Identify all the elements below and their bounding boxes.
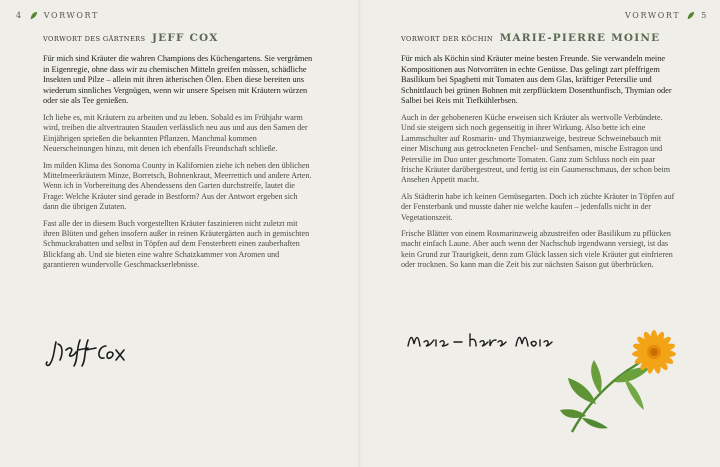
left-running-head: VORWORT xyxy=(43,11,99,20)
right-running-head: VORWORT xyxy=(625,11,681,20)
right-byline-name: MARIE-PIERRE MOINE xyxy=(499,32,661,44)
left-paragraph: Im milden Klima des Sonoma County in Kalifornien ziehe ich neben den üblichen Mittelmeerkräutern Minze, Borretsch, Bohnenkraut, Meerrettich und andere Arten. Wenn ich in Vorbereitung des Abendessens den Garten durchstreife, lautet die Frage: Welche Kräuter sind gerade in Bestform? Aus der Antwort ergeben sich dann die übrigen Zutaten. xyxy=(43,160,312,212)
right-page-number: 5 xyxy=(701,11,708,20)
left-paragraph: Fast alle der in diesem Buch vorgestellten Kräuter faszinieren nicht zuletzt mit ihren Blüten und gehen insofern außer in reinen Kräutergärten auch in gemischten Schmuckrabatten und selbst in Töpfen auf dem Fensterbrett einen zauberhaften Blickfang ab. Und sie bieten eine wahre Schatzkammer von Aromen und garantieren wundervolle Geschmackserlebnisse. xyxy=(43,218,310,270)
leaf-icon xyxy=(686,11,695,20)
book-spine xyxy=(358,0,362,467)
calendula-flower-illustration xyxy=(558,330,688,435)
left-page-body xyxy=(43,32,315,277)
left-byline xyxy=(43,32,315,44)
right-paragraph: Frische Blätter von einem Rosmarinzweig abzustreifen oder Basilikum zu pflücken macht einfach Laune. Aber auch wenn der Nachschub irgendwann versiegt, ist das kein Grund zur Traurigkeit, denn zum Glück lassen sich viele Kräuter gut einfrieren oder trocknen. So kann man die Zeit bis zur nächsten Saison gut überbrücken. xyxy=(401,229,673,270)
right-page-body xyxy=(401,32,677,277)
right-running-header xyxy=(625,11,708,20)
leaf-icon xyxy=(29,11,38,20)
signature-marie-pierre-moine xyxy=(404,328,564,354)
left-byline-prefix: VORWORT DES GÄRTNERS xyxy=(43,35,146,43)
left-running-header xyxy=(16,11,99,20)
left-paragraph: Ich liebe es, mit Kräutern zu arbeiten und zu leben. Sobald es im Frühjahr warm wird, treiben die altvertrauten Stauden verlässlich neu aus und aus den Samen der Einjährigen sprießen die bekannten Pflanzen. Manchmal kommen Neuerscheinungen hinzu, mit denen ich ebenfalls Freundschaft schließe. xyxy=(43,112,308,154)
left-byline-name: JEFF COX xyxy=(151,32,219,44)
left-page-number: 4 xyxy=(16,11,23,20)
left-lead-paragraph: Für mich sind Kräuter die wahren Champions des Küchengartens. Sie vergrämen in Eigenregie, ohne dass wir zu chemischen Mitteln greifen müssen, schädliche Insekten und Pilze – allein mit ihren ätherischen Ölen. Eben diese bereiten uns wiederum sinnliches Vergnügen, wenn wir unsere Speisen mit Kräutern würzen oder sie als Tee genießen. xyxy=(43,54,313,106)
signature-jeff-cox xyxy=(44,336,134,370)
right-paragraph: Auch in der gehobeneren Küche erweisen sich Kräuter als wertvolle Verbündete. Und sie steigern sich noch gegenseitig in ihrer Wirkung. Also bette ich eine Lammschulter auf Rosmarin- und Thymianzweige, bestreue Schweinebauch mit einer Mischung aus getrockneten Fenchel- und Senfsamen, mische Estragon und Petersilie im Duo unter geschmorte Tomaten. Ganz zum Schluss noch ein paar frische Kräuter darübergestreut, und fertig ist ein Gaumenschmaus, der schon beim Ansehen Appetit macht. xyxy=(401,112,671,185)
right-lead-paragraph: Für mich als Köchin sind Kräuter meine besten Freunde. Sie verwandeln meine Kompositionen aus Notvorräten in echte Genüsse. Das gelingt zart pfeffrigem Basilikum bei Spaghetti mit Tomaten aus dem Glas, kräftiger Petersilie und Schnittlauch bei grünen Bohnen mit zerpflücktem Dosenthunfisch, Thymian oder Salbei bei Reis mit Tiefkühlerbsen. xyxy=(401,54,672,106)
right-byline-prefix: VORWORT DER KÖCHIN xyxy=(401,35,494,43)
right-byline xyxy=(401,32,677,44)
right-paragraph: Als Städterin habe ich keinen Gemüsegarten. Doch ich züchte Kräuter in Töpfen auf der Fensterbank und musste daher nie welche kaufen – jedenfalls nicht in der Vegetationszeit. xyxy=(401,191,675,222)
